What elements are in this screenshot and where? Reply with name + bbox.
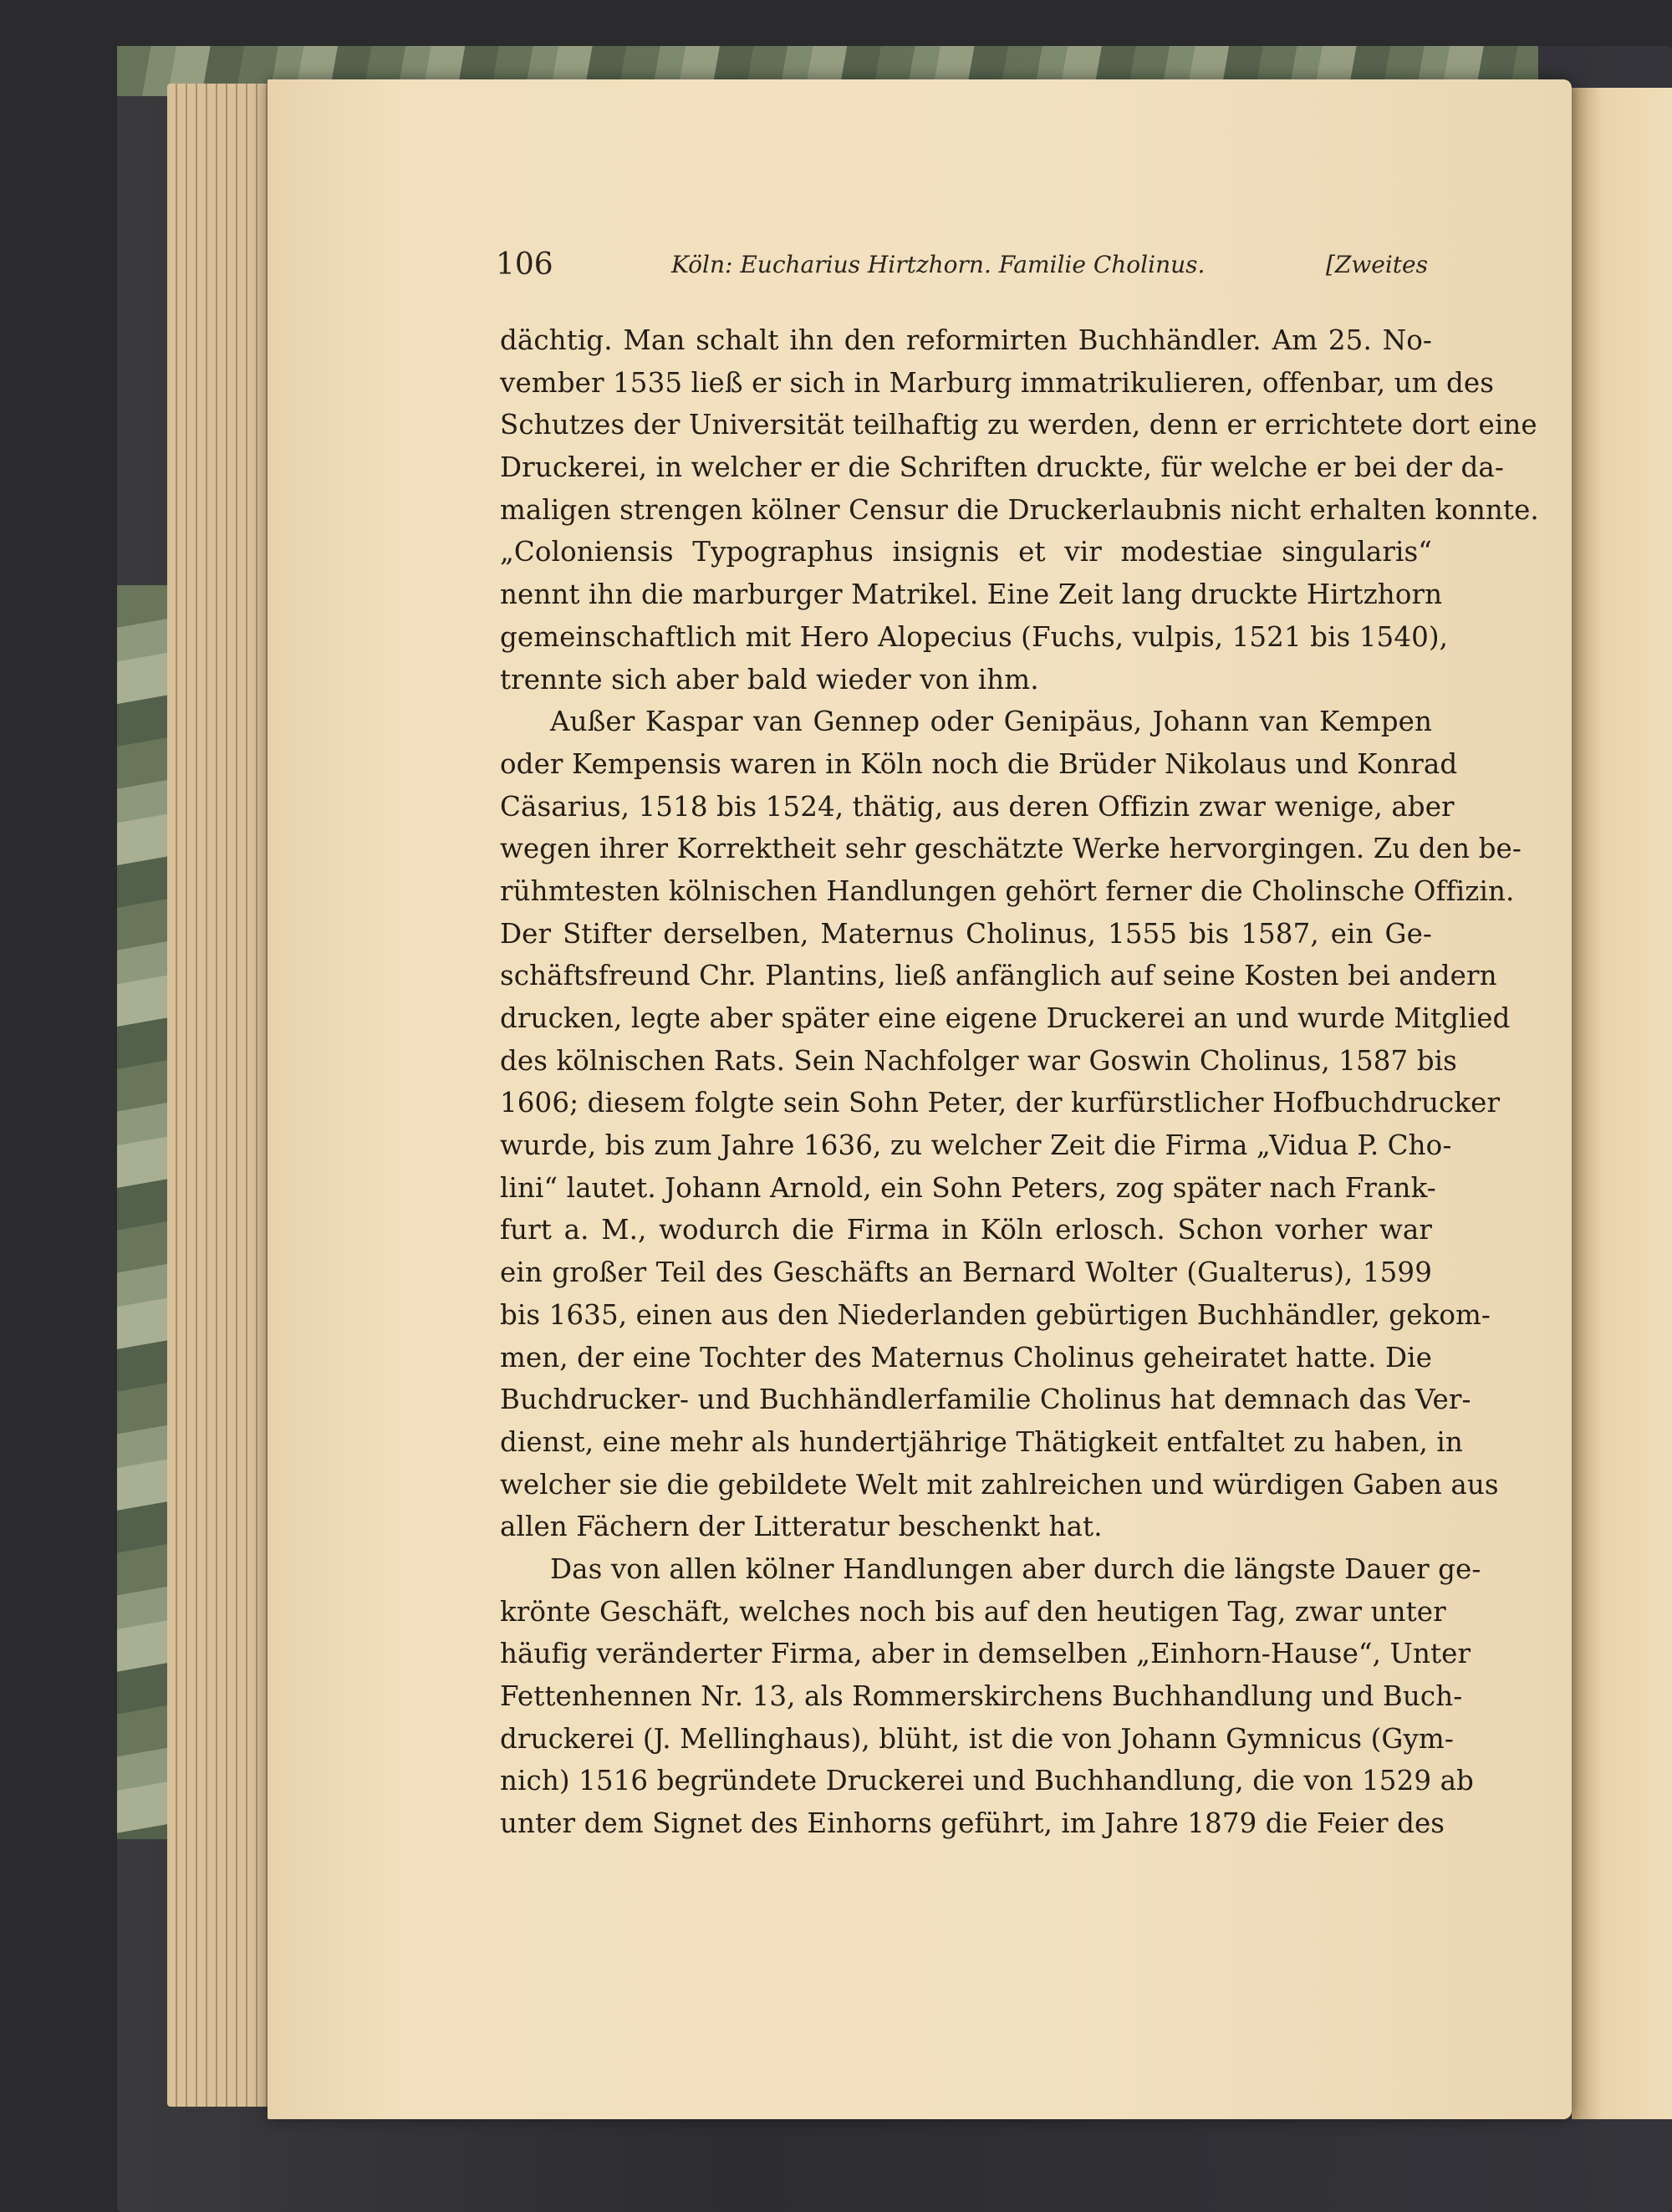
text-line: wegen ihrer Korrektheit sehr geschätzte Werke hervorgingen. Zu den be-: [500, 833, 1522, 865]
body-text: [500, 319, 1539, 1845]
page-edges: [167, 84, 284, 2107]
text-line: vember 1535 ließ er sich in Marburg immatrikulieren, offenbar, um des: [500, 366, 1495, 399]
text-line: trennte sich aber bald wieder von ihm.: [500, 663, 1039, 696]
text-line: Druckerei, in welcher er die Schriften druckte, für welche er bei der da-: [500, 451, 1504, 484]
text-line: Außer Kaspar van Gennep oder Genipäus, Johann van Kempen: [550, 706, 1432, 738]
text-line: Das von allen kölner Handlungen aber durch die längste Dauer ge-: [550, 1552, 1481, 1585]
text-line: lini“ lautet. Johann Arnold, ein Sohn Peters, zog später nach Frank-: [500, 1171, 1436, 1204]
text-line: krönte Geschäft, welches noch bis auf den heutigen Tag, zwar unter: [500, 1595, 1446, 1628]
text-line: Buchdrucker- und Buchhändlerfamilie Cholinus hat demnach das Ver-: [500, 1384, 1471, 1416]
page-header: [496, 247, 1428, 298]
text-line: Fettenhennen Nr. 13, als Rommerskirchens Buchhandlung und Buch-: [500, 1680, 1463, 1712]
text-line: oder Kempensis waren in Köln noch die Brüder Nikolaus und Konrad: [500, 747, 1458, 780]
page-number: 106: [496, 247, 553, 282]
text-line: dienst, eine mehr als hundertjährige Thätigkeit entfaltet zu haben, in: [500, 1425, 1463, 1458]
text-line: nich) 1516 begründete Druckerei und Buchhandlung, die von 1529 ab: [500, 1765, 1474, 1797]
text-line: drucken, legte aber später eine eigene Druckerei an und wurde Mitglied: [500, 1002, 1511, 1034]
text-line: furt a. M., wodurch die Firma in Köln erlosch. Schon vorher war: [500, 1214, 1432, 1246]
text-line: des kölnischen Rats. Sein Nachfolger war Goswin Cholinus, 1587 bis: [500, 1044, 1457, 1077]
section-mark: [Zweites: [1325, 251, 1428, 278]
text-line: häufig veränderter Firma, aber in demselben „Einhorn-Hause“, Unter: [500, 1638, 1471, 1670]
text-line: schäftsfreund Chr. Plantins, ließ anfänglich auf seine Kosten bei andern: [500, 960, 1497, 992]
facing-page-edge: [1572, 88, 1672, 2119]
text-line: Schutzes der Universität teilhaftig zu werden, denn er errichtete dort eine: [500, 409, 1537, 441]
text-line: rühmtesten kölnischen Handlungen gehört ferner die Cholinsche Offizin.: [500, 874, 1515, 907]
text-line: unter dem Signet des Einhorns geführt, im Jahre 1879 die Feier des: [500, 1807, 1445, 1840]
text-line: Der Stifter derselben, Maternus Cholinus, 1555 bis 1587, ein Ge-: [500, 917, 1432, 950]
text-line: nennt ihn die marburger Matrikel. Eine Zeit lang druckte Hirtzhorn: [500, 578, 1443, 611]
text-line: maligen strengen kölner Censur die Druckerlaubnis nicht erhalten konnte.: [500, 493, 1539, 526]
text-line: druckerei (J. Mellinghaus), blüht, ist die von Johann Gymnicus (Gym-: [500, 1722, 1454, 1755]
text-line: „Coloniensis Typographus insignis et vir modestiae singularis“: [500, 536, 1432, 568]
text-line: men, der eine Tochter des Maternus Cholinus geheiratet hatte. Die: [500, 1341, 1432, 1374]
running-head: Köln: Eucharius Hirtzhorn. Familie Cholinus.: [671, 251, 1206, 278]
text-line: welcher sie die gebildete Welt mit zahlreichen und würdigen Gaben aus: [500, 1468, 1499, 1501]
text-line: 1606; diesem folgte sein Sohn Peter, der kurfürstlicher Hofbuchdrucker: [500, 1087, 1501, 1119]
text-line: wurde, bis zum Jahre 1636, zu welcher Zeit die Firma „Vidua P. Cho-: [500, 1129, 1452, 1162]
text-line: allen Fächern der Litteratur beschenkt hat.: [500, 1511, 1103, 1543]
text-line: bis 1635, einen aus den Niederlanden gebürtigen Buchhändler, gekom-: [500, 1298, 1491, 1331]
text-line: dächtig. Man schalt ihn den reformirten Buchhändler. Am 25. No-: [500, 324, 1432, 356]
text-line: gemeinschaftlich mit Hero Alopecius (Fuchs, vulpis, 1521 bis 1540),: [500, 620, 1449, 653]
text-line: Cäsarius, 1518 bis 1524, thätig, aus deren Offizin zwar wenige, aber: [500, 790, 1455, 823]
text-line: ein großer Teil des Geschäfts an Bernard Wolter (Gualterus), 1599: [500, 1256, 1432, 1289]
